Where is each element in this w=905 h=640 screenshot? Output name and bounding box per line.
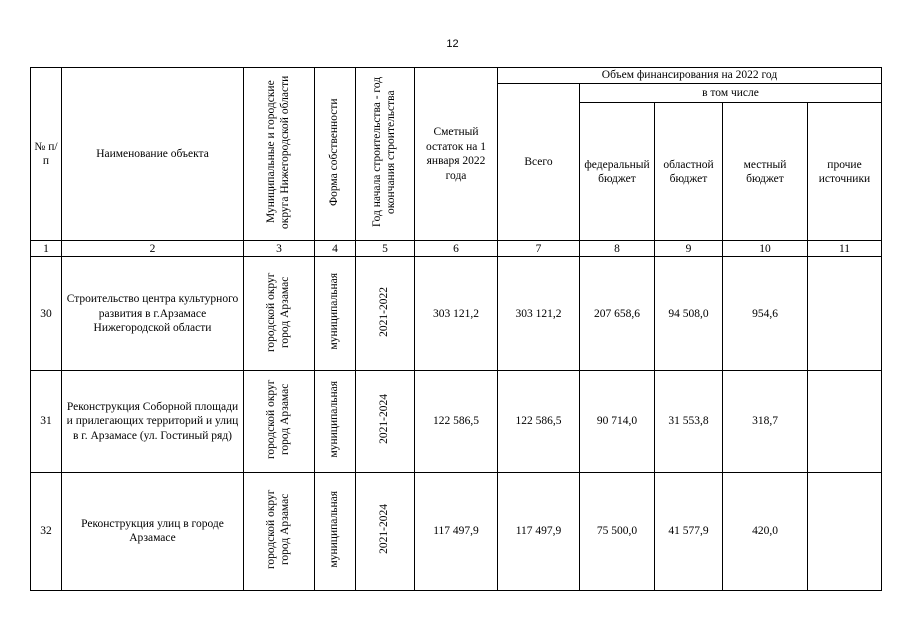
header-total: Всего	[498, 84, 580, 241]
header-other: прочие источники	[808, 103, 882, 241]
row-ownership-text: муниципальная	[328, 273, 341, 350]
row-other	[808, 371, 882, 472]
row-no: 30	[31, 257, 62, 371]
column-number: 2	[62, 241, 244, 257]
row-no: 31	[31, 371, 62, 472]
header-no: № п/п	[31, 68, 62, 241]
row-name: Реконструкция улиц в городе Арзамасе	[62, 472, 244, 590]
column-number: 3	[244, 241, 315, 257]
row-years-text: 2021-2022	[378, 286, 391, 337]
row-total: 117 497,9	[498, 472, 580, 590]
row-total: 303 121,2	[498, 257, 580, 371]
header-district-text: Муниципальные и городские округа Нижегородской области	[265, 75, 291, 229]
row-regional: 41 577,9	[655, 472, 723, 590]
row-ownership	[315, 257, 356, 371]
row-years-text: 2021-2024	[378, 504, 391, 554]
row-estimate: 117 497,9	[415, 472, 498, 590]
row-ownership	[315, 371, 356, 472]
row-local: 420,0	[723, 472, 808, 590]
row-estimate: 122 586,5	[415, 371, 498, 472]
column-number: 4	[315, 241, 356, 257]
row-years	[356, 472, 415, 590]
row-local: 318,7	[723, 371, 808, 472]
column-number: 8	[580, 241, 655, 257]
header-local: местный бюджет	[723, 103, 808, 241]
row-no: 32	[31, 472, 62, 590]
column-number: 11	[808, 241, 882, 257]
row-ownership	[315, 472, 356, 590]
row-ownership-text: муниципальная	[328, 381, 341, 458]
column-number-row	[31, 241, 882, 257]
row-ownership-text: муниципальная	[328, 490, 341, 568]
row-regional: 94 508,0	[655, 257, 723, 371]
row-years	[356, 371, 415, 472]
header-name: Наименование объекта	[62, 68, 244, 241]
column-number: 10	[723, 241, 808, 257]
financing-table	[30, 67, 882, 591]
column-number: 5	[356, 241, 415, 257]
row-district	[244, 371, 315, 472]
header-district	[244, 68, 315, 241]
row-federal: 75 500,0	[580, 472, 655, 590]
table-row	[31, 371, 882, 472]
row-years	[356, 257, 415, 371]
row-estimate: 303 121,2	[415, 257, 498, 371]
header-ownership	[315, 68, 356, 241]
row-district-text: городской округ город Арзамас	[265, 489, 291, 569]
row-other	[808, 257, 882, 371]
header-ownership-text: Форма собственности	[328, 98, 341, 206]
row-federal: 207 658,6	[580, 257, 655, 371]
row-regional: 31 553,8	[655, 371, 723, 472]
column-number: 1	[31, 241, 62, 257]
row-federal: 90 714,0	[580, 371, 655, 472]
row-district-text: городской округ город Арзамас	[265, 271, 291, 352]
header-estimate: Сметный остаток на 1 января 2022 года	[415, 68, 498, 241]
row-name: Реконструкция Соборной площади и прилегающих территорий и улиц в г. Арзамасе (ул. Гостиный ряд)	[62, 371, 244, 472]
header-funding-group: Объем финансирования на 2022 год	[498, 68, 882, 84]
header-federal: федеральный бюджет	[580, 103, 655, 241]
page-number: 12	[446, 38, 459, 50]
column-number: 9	[655, 241, 723, 257]
header-regional: областной бюджет	[655, 103, 723, 241]
header-years	[356, 68, 415, 241]
row-other	[808, 472, 882, 590]
row-district-text: городской округ город Арзамас	[265, 379, 291, 460]
row-years-text: 2021-2024	[378, 394, 391, 445]
column-number: 6	[415, 241, 498, 257]
row-district	[244, 472, 315, 590]
row-name: Строительство центра культурного развития в г.Арзамасе Нижегородской области	[62, 257, 244, 371]
row-total: 122 586,5	[498, 371, 580, 472]
header-years-text: Год начала строительства - год окончания строительства	[371, 76, 397, 228]
table-row	[31, 472, 882, 590]
row-district	[244, 257, 315, 371]
table-row	[31, 257, 882, 371]
row-local: 954,6	[723, 257, 808, 371]
header-including: в том числе	[580, 84, 882, 103]
column-number: 7	[498, 241, 580, 257]
